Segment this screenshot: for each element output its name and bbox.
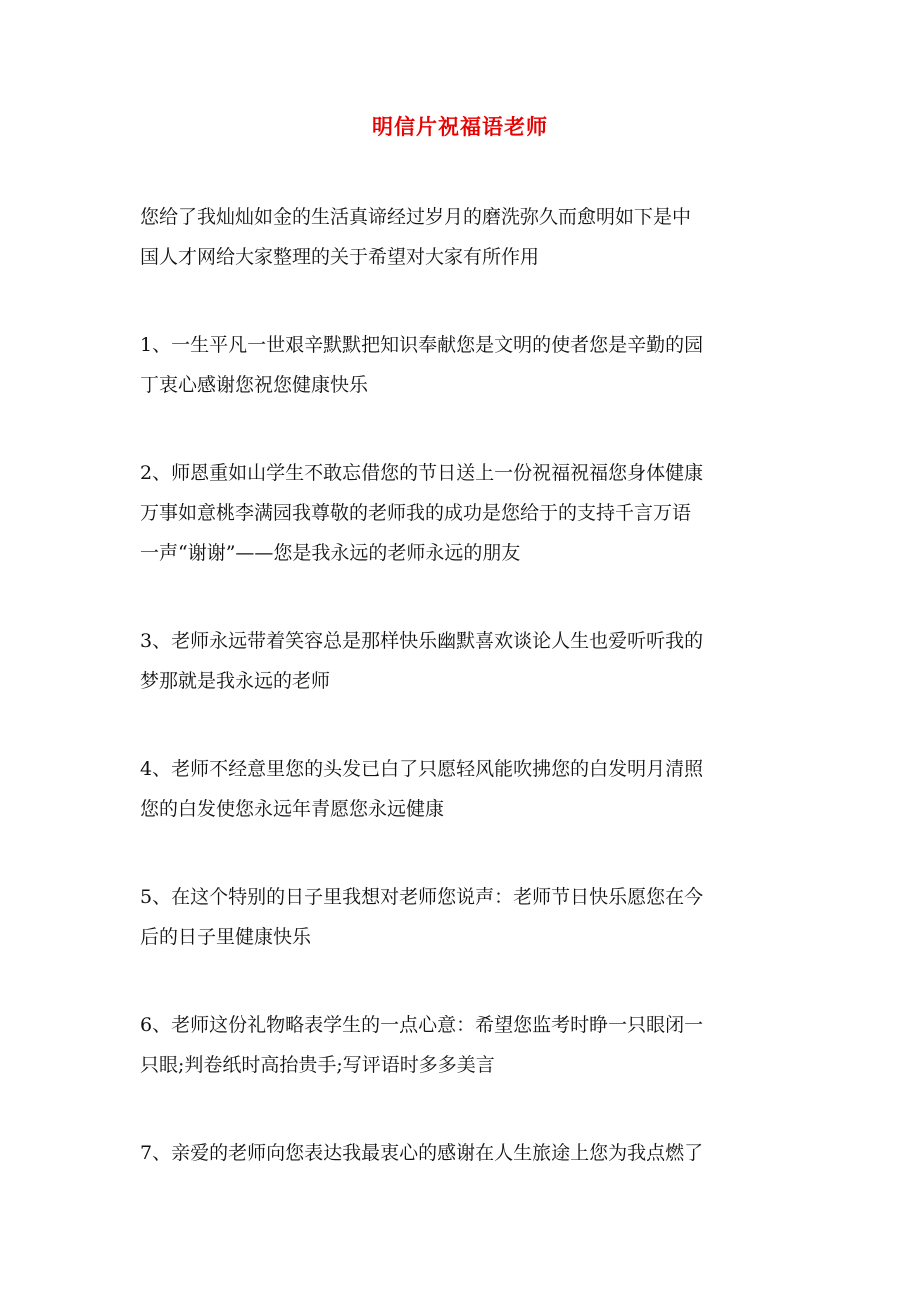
paragraph-line: 2、师恩重如山学生不敢忘借您的节日送上一份祝福祝福您身体健康 xyxy=(140,462,704,484)
paragraph-item-3 xyxy=(140,621,790,701)
paragraph-line: 万事如意桃李满园我尊敬的老师我的成功是您给于的支持千言万语 xyxy=(140,502,692,524)
paragraph-line: 您的白发使您永远年青愿您永远健康 xyxy=(140,798,445,820)
paragraph-item-1 xyxy=(140,325,790,405)
paragraph-line: 4、老师不经意里您的头发已白了只愿轻风能吹拂您的白发明月清照 xyxy=(140,758,704,780)
paragraph-item-4 xyxy=(140,749,790,829)
paragraph-line: 您给了我灿灿如金的生活真谛经过岁月的磨洗弥久而愈明如下是中 xyxy=(140,206,692,228)
paragraph-line: 7、亲爱的老师向您表达我最衷心的感谢在人生旅途上您为我点燃了 xyxy=(140,1142,704,1164)
paragraph-line: 6、老师这份礼物略表学生的一点心意：希望您监考时睁一只眼闭一 xyxy=(140,1014,704,1036)
document-title: 明信片祝福语老师 xyxy=(372,114,548,139)
paragraph-item-2 xyxy=(140,453,790,573)
paragraph-line: 3、老师永远带着笑容总是那样快乐幽默喜欢谈论人生也爱听听我的 xyxy=(140,630,704,652)
paragraph-line: 5、在这个特别的日子里我想对老师您说声：老师节日快乐愿您在今 xyxy=(140,886,704,908)
paragraph-line: 1、一生平凡一世艰辛默默把知识奉献您是文明的使者您是辛勤的园 xyxy=(140,334,704,356)
paragraph-line: 后的日子里健康快乐 xyxy=(140,926,312,948)
paragraph-line: 梦那就是我永远的老师 xyxy=(140,670,331,692)
paragraph-item-7 xyxy=(140,1133,790,1173)
paragraph-line: 丁衷心感谢您祝您健康快乐 xyxy=(140,374,369,396)
paragraph-line: 国人才网给大家整理的关于希望对大家有所作用 xyxy=(140,246,540,268)
document-body xyxy=(140,197,790,1221)
paragraph-item-6 xyxy=(140,1005,790,1085)
paragraph-line: 一声“谢谢”——您是我永远的老师永远的朋友 xyxy=(140,542,521,564)
paragraph-item-5 xyxy=(140,877,790,957)
paragraph-line: 只眼;判卷纸时高抬贵手;写评语时多多美言 xyxy=(140,1054,495,1076)
paragraph-intro xyxy=(140,197,790,277)
